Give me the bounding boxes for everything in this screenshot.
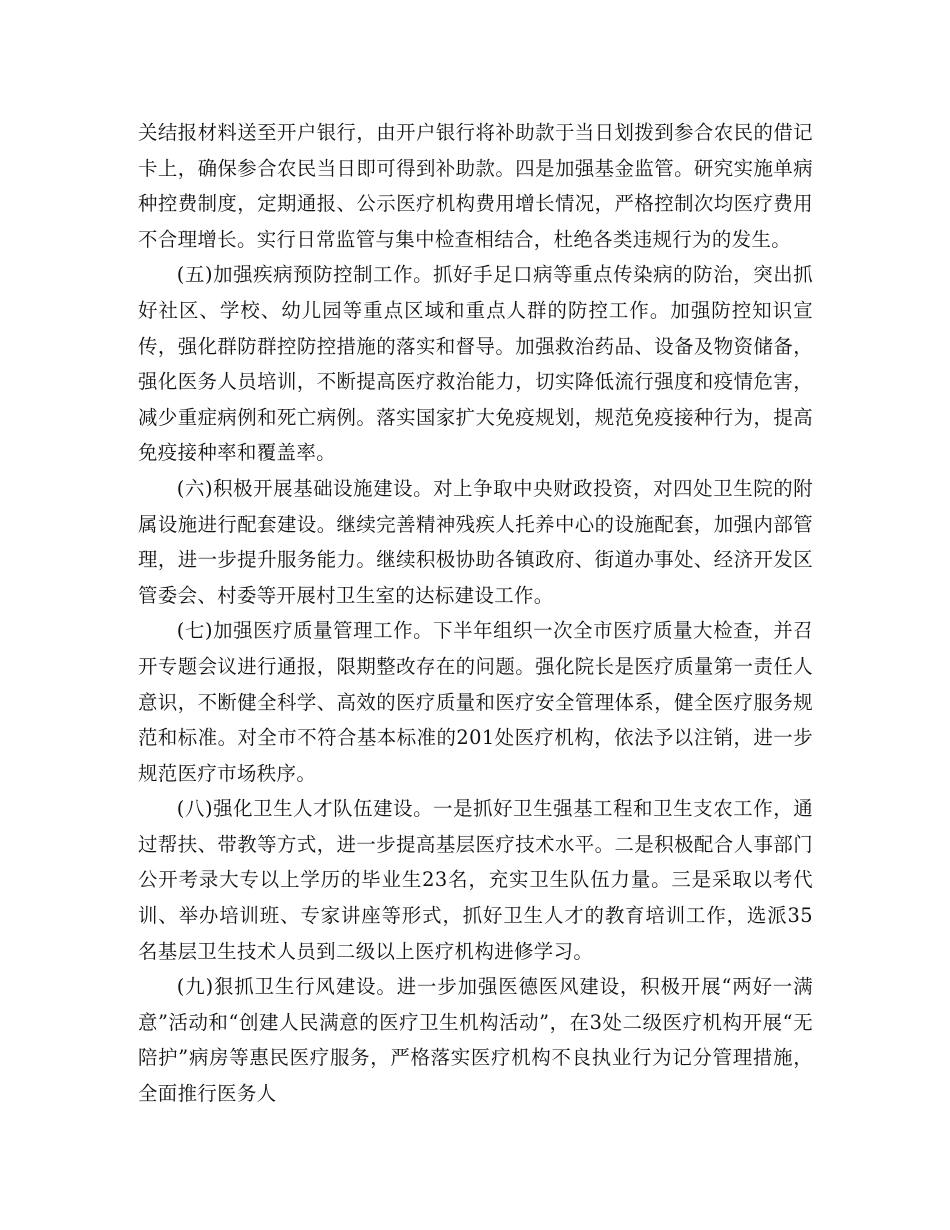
- paragraph-continuation: 关结报材料送至开户银行，由开户银行将补助款于当日划拨到参合农民的借记卡上，确保参合农民当日即可得到补助款。四是加强基金监管。研究实施单病种控费制度，定期通报、公示医疗机构费用增长情况，严格控制次均医疗费用不合理增长。实行日常监管与集中检查相结合，杜绝各类违规行为的发生。: [138, 121, 813, 251]
- document-body: [138, 115, 813, 1112]
- paragraph-industry-conduct: (九)狠抓卫生行风建设。进一步加强医德医风建设，积极开展“两好一满意”活动和“创建人民满意的医疗卫生机构活动”，在3处二级医疗机构开展“无陪护”病房等惠民医疗服务，严格落实医疗机构不良执业行为记分管理措施，全面推行医务人: [138, 975, 813, 1106]
- paragraph-infrastructure: (六)积极开展基础设施建设。对上争取中央财政投资，对四处卫生院的附属设施进行配套建设。继续完善精神残疾人托养中心的设施配套，加强内部管理，进一步提升服务能力。继续积极协助各镇政府、街道办事处、经济开发区管委会、村委等开展村卫生室的达标建设工作。: [138, 476, 813, 607]
- paragraph-disease-prevention: (五)加强疾病预防控制工作。抓好手足口病等重点传染病的防治，突出抓好社区、学校、幼儿园等重点区域和重点人群的防控工作。加强防控知识宣传，强化群防群控防控措施的落实和督导。加强救治药品、设备及物资储备，强化医务人员培训，不断提高医疗救治能力，切实降低流行强度和疫情危害，减少重症病例和死亡病例。落实国家扩大免疫规划，规范免疫接种行为，提高免疫接种率和覆盖率。: [138, 263, 813, 465]
- paragraph-medical-quality: (七)加强医疗质量管理工作。下半年组织一次全市医疗质量大检查，并召开专题会议进行通报，限期整改存在的问题。强化院长是医疗质量第一责任人意识，不断健全科学、高效的医疗质量和医疗安全管理体系，健全医疗服务规范和标准。对全市不符合基本标准的201处医疗机构，依法予以注销，进一步规范医疗市场秩序。: [138, 619, 813, 785]
- paragraph-talent-team: (八)强化卫生人才队伍建设。一是抓好卫生强基工程和卫生支农工作，通过帮扶、带教等方式，进一步提高基层医疗技术水平。二是积极配合人事部门公开考录大专以上学历的毕业生23名，充实卫生队伍力量。三是采取以考代训、举办培训班、专家讲座等形式，抓好卫生人才的教育培训工作，选派35名基层卫生技术人员到二级以上医疗机构进修学习。: [138, 797, 813, 963]
